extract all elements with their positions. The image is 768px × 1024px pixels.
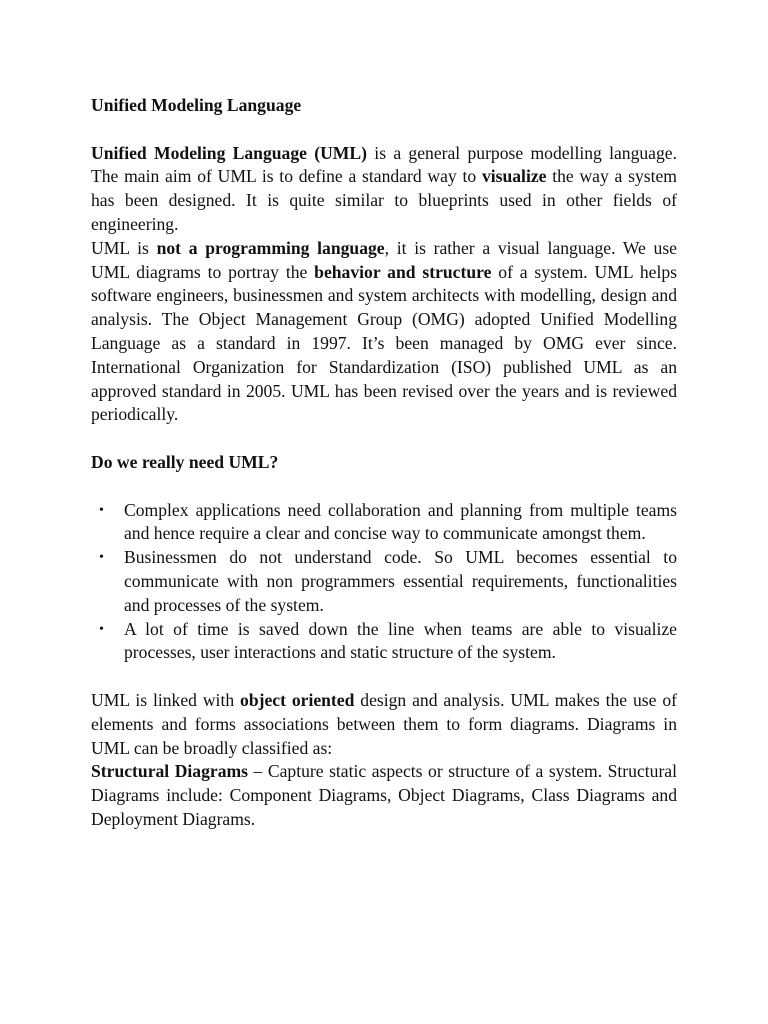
intro-text-1: is a general purpose modelling language. The main aim of UML is to define a standard way to (91, 142, 677, 187)
document-page (91, 94, 677, 832)
uml-term: Unified Modeling Language (UML) (91, 142, 368, 163)
linked-text-2: design and analysis. UML makes the use of elements and forms associations between them to form diagrams. Diagrams in UML can be broadly classified as: (91, 689, 677, 758)
intro-text-2: the way a system has been designed. It is quite similar to blueprints used in other fields of engineering. (91, 166, 677, 234)
reasons-list (91, 499, 677, 666)
behavior-structure-term: behavior and structure (314, 261, 492, 282)
list-item (91, 546, 677, 617)
list-item-text: Complex applications need collaboration and planning from multiple teams and hence require a clear and concise way to communicate amongst them. (124, 499, 677, 544)
uml-description-paragraph (91, 237, 677, 427)
structural-diagrams-paragraph (91, 760, 677, 831)
section-heading-need-uml: Do we really need UML? (91, 451, 279, 472)
linked-text-1: UML is linked with (91, 689, 241, 710)
list-item (91, 618, 677, 666)
not-programming-term: not a programming language (156, 237, 385, 258)
list-item-text: Businessmen do not understand code. So UML becomes essential to communicate with non programmers essential requirements, functionalities and processes of the system. (124, 547, 677, 615)
structural-diagrams-term: Structural Diagrams (91, 761, 249, 782)
desc-text-3: of a system. UML helps software engineers, businessmen and system architects with modelling, design and analysis. The Object Management Group (OMG) adopted Unified Modelling Language as a standard in 1997. It’s been managed by OMG ever since. International Organization for Standardization (ISO) published UML as an approved standard in 2005. UML has been revised over the years and is reviewed periodically. (91, 261, 677, 425)
list-item-text: A lot of time is saved down the line when teams are able to visualize processes, user interactions and static structure of the system. (124, 618, 677, 663)
object-oriented-paragraph (91, 689, 677, 760)
desc-text-2: , it is rather a visual language. We use UML diagrams to portray the (91, 237, 677, 282)
intro-paragraph (91, 142, 677, 237)
list-item (91, 499, 677, 547)
bullet-icon: • (99, 621, 104, 637)
structural-text: – Capture static aspects or structure of a system. Structural Diagrams include: Component Diagrams, Object Diagrams, Class Diagrams and Deployment Diagrams. (91, 761, 677, 829)
bullet-icon: • (99, 550, 104, 566)
document-title: Unified Modeling Language (91, 95, 302, 115)
bullet-icon: • (99, 502, 104, 518)
object-oriented-term: object oriented (240, 689, 355, 710)
visualize-term: visualize (481, 166, 547, 187)
desc-text-1: UML is (91, 237, 157, 258)
